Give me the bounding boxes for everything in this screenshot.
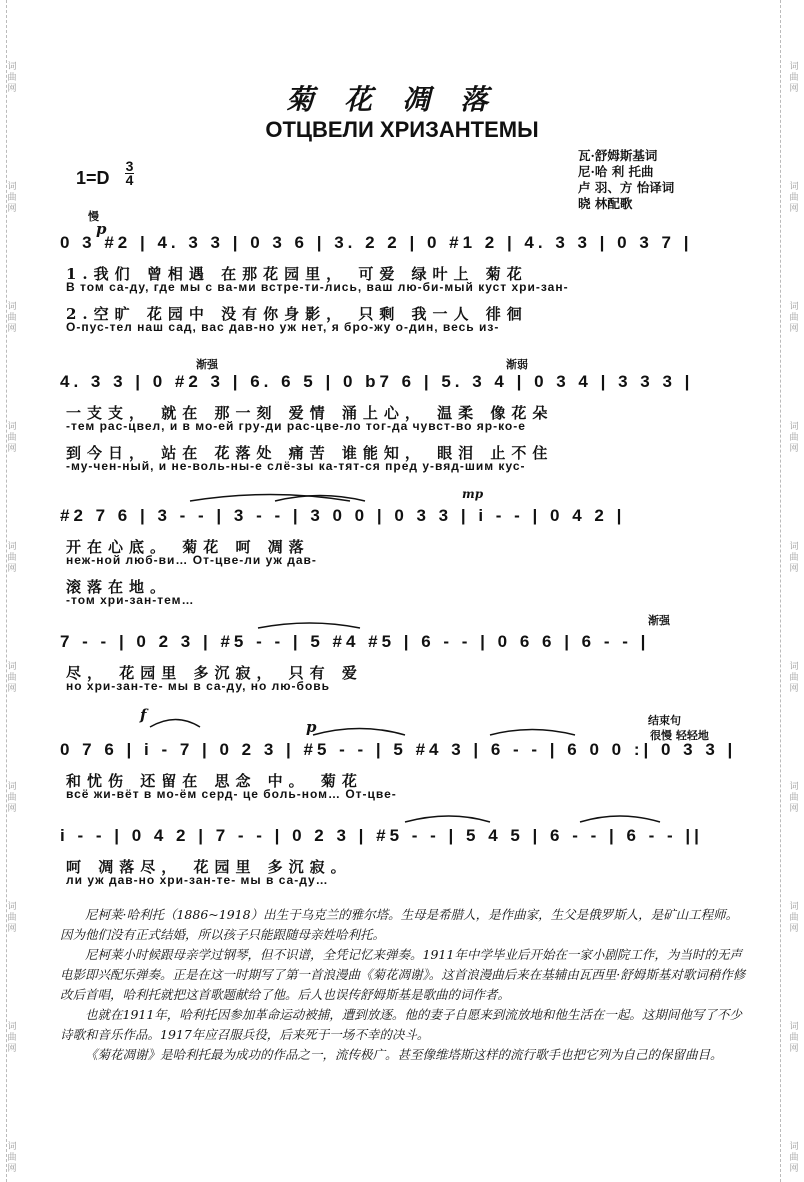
lyric-line-russian: -тем рас-цвел, и в мо-ей гру-ди рас-цве-ло тог-да чувст-во яр-ко-е xyxy=(66,419,526,433)
composer-biography xyxy=(60,905,748,1065)
notation-line: #2 7 6 | 3 - - | 3 - - | 3 0 0 | 0 3 3 | i - - | 0 4 2 | xyxy=(60,506,626,525)
dynamic-p-2: p xyxy=(306,718,317,736)
bio-paragraph: 尼柯莱小时候跟母亲学过钢琴，但不识谱，全凭记忆来弹奏。1911年中学毕业后开始在一家小剧院工作，为当时的无声电影即兴配乐弹奏。正是在这一时期写了第一首浪漫曲《菊花凋谢》。这首浪漫曲后来在基辅由瓦西里·舒姆斯基对歌词稍作修改后首唱，哈利托就把这首歌题献给了他。后人也误传舒姆斯基是歌曲的词作者。 xyxy=(60,947,746,1002)
tempo-diminuendo: 渐弱 xyxy=(506,358,528,371)
watermark-mark: 词 曲 网 xyxy=(7,902,17,934)
meter-bottom: 4 xyxy=(125,172,134,188)
watermark-mark: 词 曲 网 xyxy=(7,1142,17,1174)
song-title-russian: ОТЦВЕЛИ ХРИЗАНТЕМЫ xyxy=(265,117,539,142)
lyric-line-chinese: 2.空旷 花园中 没有你身影， 只剩 我一人 徘徊 xyxy=(66,305,528,323)
lyric-line-chinese: 开在心底。 菊花 呵 凋落 xyxy=(66,538,310,556)
bio-paragraph: 也就在1911年，哈利托因参加革命运动被捕，遭到放逐。他的妻子自愿来到流放地和他生活在一起。这期间他写了不少诗歌和音乐作品。1917年应召服兵役，后来死于一场不幸的决斗。 xyxy=(60,1007,742,1042)
watermark-mark: 词 曲 网 xyxy=(7,422,17,454)
watermark-mark: 词 曲 网 xyxy=(789,662,799,694)
meter-top: 3 xyxy=(125,158,134,174)
credit-translators: 卢 羽、方 怡译词 xyxy=(578,180,675,195)
lyric-line-chinese: 到今日， 站在 花落处 痛苦 谁能知， 眼泪 止不住 xyxy=(66,444,554,462)
tempo-slow: 慢 xyxy=(88,210,99,223)
watermark-mark: 词 曲 网 xyxy=(789,902,799,934)
lyric-line-chinese: 呵 凋落尽， 花园里 多沉寂。 xyxy=(66,858,352,876)
lyric-line-russian: всё жи-вёт в мо-ём серд- це боль-ном… От-цве- xyxy=(66,787,397,801)
lyric-line-russian: -му-чен-ный, и не-воль-ны-е слё-зы ка-тят-ся пред у-вяд-шим кус- xyxy=(66,459,526,473)
watermark-mark: 词 曲 网 xyxy=(789,1142,799,1174)
lyric-line-russian: ли уж дав-но хри-зан-те- мы в са-ду… xyxy=(66,873,329,887)
lyric-line-russian: но хри-зан-те- мы в са-ду, но лю-бовь xyxy=(66,679,331,693)
watermark-mark: 词 曲 网 xyxy=(789,542,799,574)
notation-line: 0 7 6 | i - 7 | 0 2 3 | #5 - - | 5 #4 3 | 6 - - | 6 0 0 :| 0 3 3 | xyxy=(60,740,737,759)
tempo-very-slow: 很慢 轻轻地 xyxy=(650,729,709,742)
watermark-mark: 词 曲 网 xyxy=(789,62,799,94)
watermark-mark: 词 曲 网 xyxy=(7,662,17,694)
song-title-chinese: 菊花凋落 xyxy=(285,83,518,116)
notation-line: i - - | 0 4 2 | 7 - - | 0 2 3 | #5 - - | 5 4 5 | 6 - - | 6 - - || xyxy=(60,826,703,845)
watermark-mark: 词 曲 网 xyxy=(789,182,799,214)
lyric-line-russian: О-пус-тел наш сад, вас дав-но уж нет, я бро-жу о-дин, весь из- xyxy=(66,320,500,334)
watermark-mark: 词 曲 网 xyxy=(7,542,17,574)
lyric-line-russian: -том хри-зан-тем… xyxy=(66,593,195,607)
notation-line: 4. 3 3 | 0 #2 3 | 6. 6 5 | 0 b7 6 | 5. 3 4 | 0 3 4 | 3 3 3 | xyxy=(60,372,694,391)
watermark-mark: 词 曲 网 xyxy=(7,1022,17,1054)
lyric-line-chinese: 和忧伤 还留在 思念 中。 菊花 xyxy=(66,772,363,790)
notation-line: 7 - - | 0 2 3 | #5 - - | 5 #4 #5 | 6 - - | 0 6 6 | 6 - - | xyxy=(60,632,650,651)
watermark-mark: 词 曲 网 xyxy=(7,62,17,94)
key-signature: 1=D xyxy=(76,168,110,188)
watermark-mark: 词 曲 网 xyxy=(7,782,17,814)
watermark-mark: 词 曲 网 xyxy=(7,182,17,214)
watermark-mark: 词 曲 网 xyxy=(789,782,799,814)
lyric-line-russian: В том са-ду, где мы с ва-ми встре-ти-лись, ваш лю-би-мый куст хри-зан- xyxy=(66,280,569,294)
lyric-line-chinese: 滚落在地。 xyxy=(66,578,172,596)
dynamic-mp: mp xyxy=(462,487,484,501)
lyric-line-chinese: 尽， 花园里 多沉寂， 只有 爱 xyxy=(66,664,363,682)
tempo-crescendo: 渐强 xyxy=(196,358,218,371)
dynamic-p: p xyxy=(96,220,107,238)
credit-lyricist: 瓦·舒姆斯基词 xyxy=(578,148,658,163)
credit-arranger: 晓 林配歌 xyxy=(578,196,633,211)
notation-line: 0 3 #2 | 4. 3 3 | 0 3 6 | 3. 2 2 | 0 #1 2 | 4. 3 3 | 0 3 7 | xyxy=(60,233,693,252)
watermark-mark: 词 曲 网 xyxy=(789,422,799,454)
watermark-mark: 词 曲 网 xyxy=(789,302,799,334)
watermark-mark: 词 曲 网 xyxy=(789,1022,799,1054)
lyric-line-chinese: 1.我们 曾相遇 在那花园里， 可爱 绿叶上 菊花 xyxy=(66,265,528,283)
tempo-ending: 结束句 xyxy=(648,714,681,727)
watermark-mark: 词 曲 网 xyxy=(7,302,17,334)
lyric-line-russian: неж-ной люб-ви… От-цве-ли уж дав- xyxy=(66,553,317,567)
bio-paragraph: 尼柯莱·哈利托（1886~1918）出生于乌克兰的雅尔塔。生母是希腊人，是作曲家，生父是俄罗斯人，是矿山工程师。因为他们没有正式结婚，所以孩子只能跟随母亲姓哈利托。 xyxy=(60,907,739,942)
lyric-line-chinese: 一支支， 就在 那一刻 爱情 涌上心， 温柔 像花朵 xyxy=(66,404,554,422)
tempo-crescendo-2: 渐强 xyxy=(648,614,670,627)
bio-paragraph: 《菊花凋谢》是哈利托最为成功的作品之一，流传极广。甚至像维塔斯这样的流行歌手也把它列为自己的保留曲目。 xyxy=(85,1047,723,1062)
credit-composer: 尼·哈 利 托曲 xyxy=(578,164,654,179)
dynamic-f: f xyxy=(140,706,147,724)
